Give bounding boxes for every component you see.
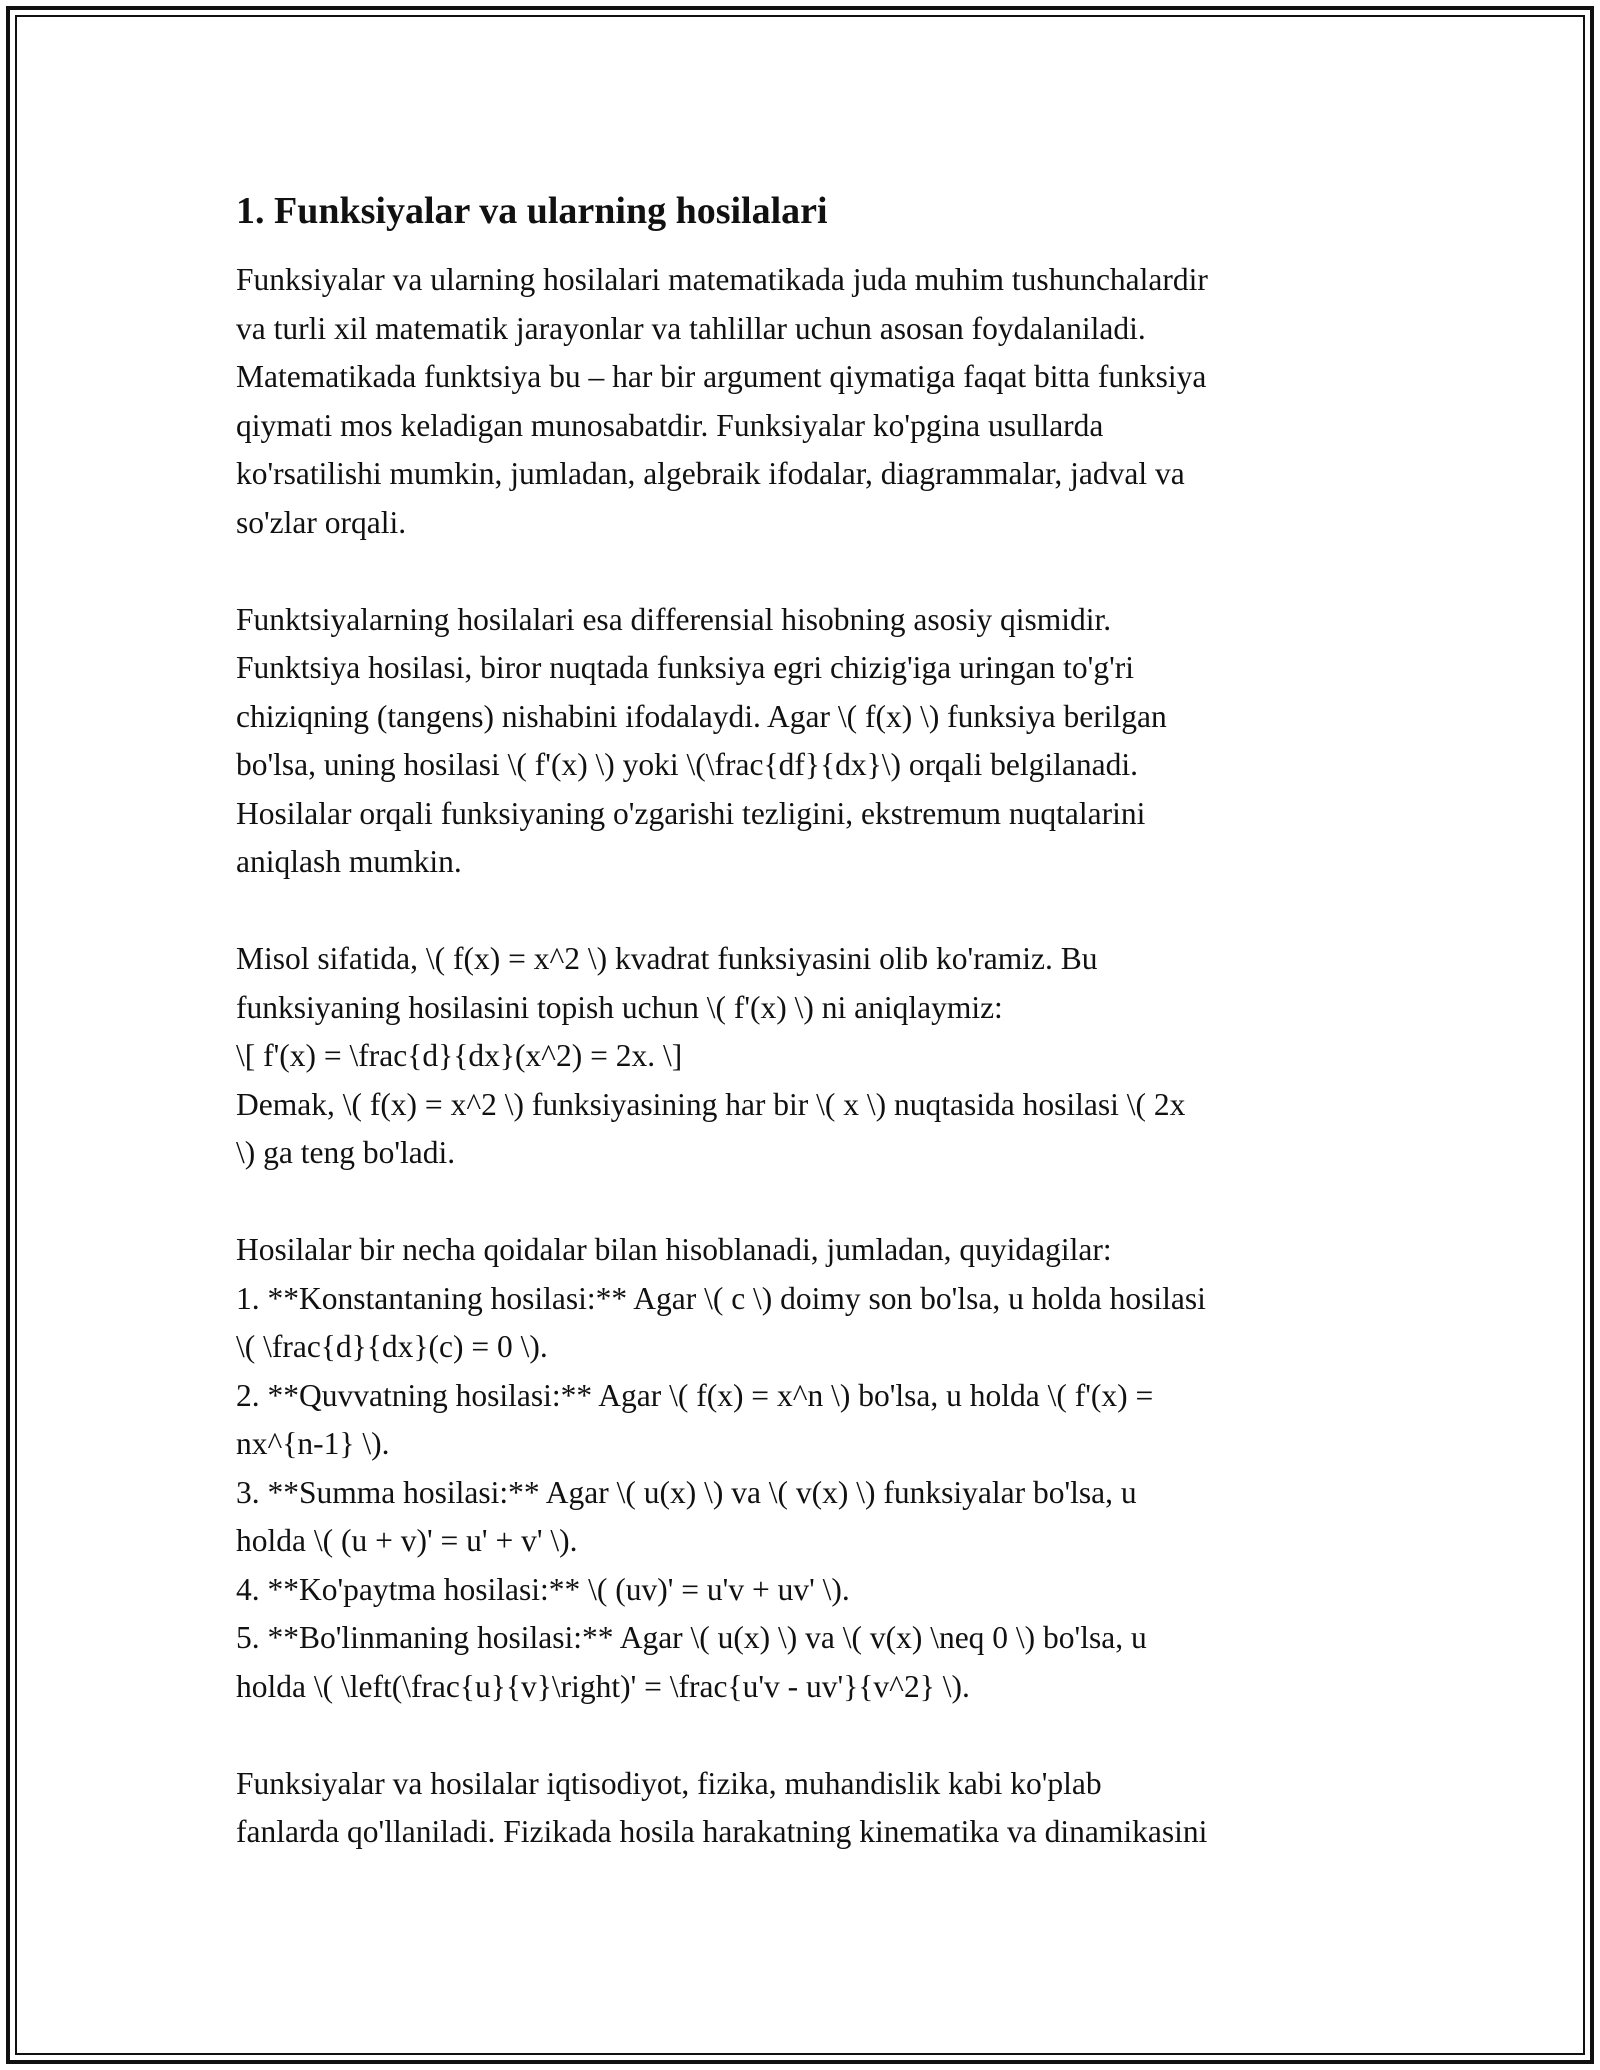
rule-line: 2. **Quvvatning hosilasi:** Agar \( f(x) = x^n \) bo'lsa, u holda \( f'(x) = — [236, 1377, 1154, 1413]
rule-line: nx^{n-1} \). — [236, 1426, 390, 1461]
text-line: va turli xil matematik jarayonlar va tahlillar uchun asosan foydalaniladi. — [236, 310, 1146, 346]
text-line: Funktsiyalarning hosilalari esa differensial hisobning asosiy qismidir. — [236, 601, 1112, 637]
rule-line: holda \( (u + v)' = u' + v' \). — [236, 1523, 578, 1558]
rule-line: 3. **Summa hosilasi:** Agar \( u(x) \) va \( v(x) \) funksiyalar bo'lsa, u — [236, 1474, 1137, 1510]
text-line: bo'lsa, uning hosilasi \( f'(x) \) yoki \(\frac{df}{dx}\) orqali belgilanadi. — [236, 747, 1138, 782]
rule-line: holda \( \left(\frac{u}{v}\right)' = \frac{u'v - uv'}{v^2} \). — [236, 1668, 970, 1704]
text-line: Demak, \( f(x) = x^2 \) funksiyasining har bir \( x \) nuqtasida hosilasi \( 2x — [236, 1086, 1186, 1122]
rule-line: \( \frac{d}{dx}(c) = 0 \). — [236, 1329, 548, 1364]
text-line: qiymati mos keladigan munosabatdir. Funksiyalar ko'pgina usullarda — [236, 407, 1104, 443]
rule-line: 5. **Bo'linmaning hosilasi:** Agar \( u(x) \) va \( v(x) \neq 0 \) bo'lsa, u — [236, 1620, 1147, 1655]
text-line: Misol sifatida, \( f(x) = x^2 \) kvadrat funksiyasini olib ko'ramiz. Bu — [236, 941, 1098, 976]
text-line: chiziqning (tangens) nishabini ifodalaydi. Agar \( f(x) \) funksiya berilgan — [236, 698, 1167, 734]
text-line: fanlarda qo'llaniladi. Fizikada hosila harakatning kinematika va dinamikasini — [236, 1814, 1208, 1849]
paragraph-rules — [236, 1226, 1376, 1711]
rule-line: 4. **Ko'paytma hosilasi:** \( (uv)' = u'v + uv' \). — [236, 1571, 850, 1607]
text-line: \) ga teng bo'ladi. — [236, 1135, 456, 1170]
paragraph-intro — [236, 256, 1376, 547]
document-body — [236, 186, 1376, 1905]
text-line: ko'rsatilishi mumkin, jumladan, algebraik ifodalar, diagrammalar, jadval va — [236, 456, 1185, 491]
rule-line: 1. **Konstantaning hosilasi:** Agar \( c \) doimy son bo'lsa, u holda hosilasi — [236, 1280, 1206, 1316]
text-line: Funksiyalar va hosilalar iqtisodiyot, fizika, muhandislik kabi ko'plab — [236, 1765, 1102, 1801]
text-line: Hosilalar bir necha qoidalar bilan hisoblanadi, jumladan, quyidagilar: — [236, 1232, 1112, 1267]
text-line: so'zlar orqali. — [236, 504, 407, 540]
text-line: Funksiyalar va ularning hosilalari matematikada juda muhim tushunchalardir — [236, 262, 1208, 297]
text-line: funksiyaning hosilasini topish uchun \( f'(x) \) ni aniqlaymiz: — [236, 989, 1003, 1025]
text-line: Funktsiya hosilasi, biror nuqtada funksiya egri chizig'iga uringan to'g'ri — [236, 650, 1134, 685]
text-line: Matematikada funktsiya bu – har bir argument qiymatiga faqat bitta funksiya — [236, 359, 1207, 394]
formula-line: \[ f'(x) = \frac{d}{dx}(x^2) = 2x. \] — [236, 1038, 683, 1073]
section-heading: 1. Funksiyalar va ularning hosilalari — [236, 190, 828, 232]
paragraph-applications — [236, 1760, 1376, 1857]
text-line: Hosilalar orqali funksiyaning o'zgarishi tezligini, ekstremum nuqtalarini — [236, 795, 1146, 831]
text-line: aniqlash mumkin. — [236, 844, 462, 879]
paragraph-derivatives — [236, 596, 1376, 887]
paragraph-example — [236, 935, 1376, 1178]
